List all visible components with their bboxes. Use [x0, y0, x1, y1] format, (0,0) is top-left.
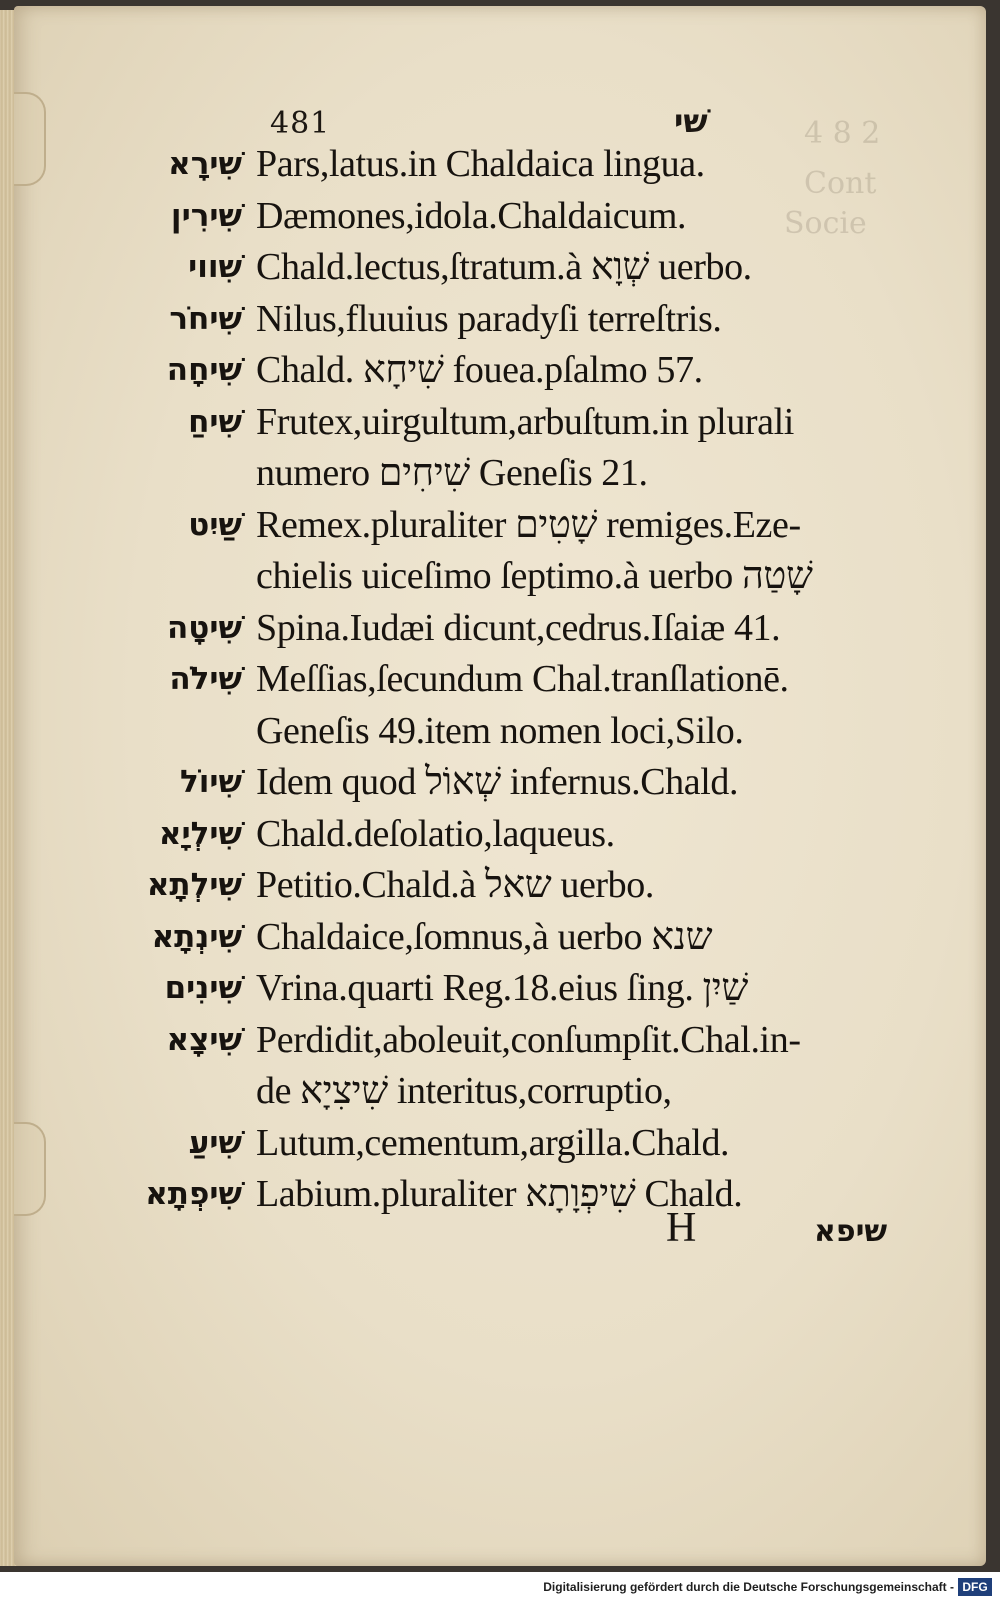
dictionary-entry: [14, 190, 986, 242]
latin-gloss: Frutex,uirgultum,arbuſtum.in plurali: [256, 401, 794, 443]
hebrew-headword: שִׁירִין: [170, 198, 242, 234]
hebrew-headword: שִׁיעַ: [188, 1125, 242, 1161]
dictionary-entry: [14, 859, 986, 911]
hebrew-headword: שִׁינִים: [164, 970, 242, 1006]
bleed-through: 4 8 2: [804, 116, 881, 151]
bleed-through: Cont: [804, 166, 877, 201]
latin-gloss: Meſſias,ſecundum Chal.tranſlationē.: [256, 658, 789, 700]
hebrew-headword: שִׁיחַ: [188, 404, 242, 440]
hebrew-headword: שִׁווי: [188, 249, 242, 285]
hebrew-headword: שִׁילְיָא: [158, 816, 242, 852]
latin-gloss: Chald. שִׁיחָא fouea.pſalmo 57.: [256, 349, 703, 391]
latin-gloss: Petitio.Chald.à שאל uerbo.: [256, 864, 654, 906]
gloss-continuation: chielis uiceſimo ſeptimo.à uerbo שָׁטַה: [256, 555, 813, 597]
dfg-logo: DFG: [958, 1578, 992, 1596]
dictionary-entry: [14, 1014, 986, 1066]
dictionary-entry: [14, 344, 986, 396]
page-number: 481: [270, 106, 331, 141]
signature-mark: H: [666, 1205, 697, 1251]
latin-gloss: Perdidit,aboleuit,conſumpſit.Chal.in-: [256, 1019, 801, 1061]
dictionary-entry: [14, 241, 986, 293]
dictionary-entry: [14, 499, 986, 551]
latin-gloss: Idem quod שְׁאוֹל infernus.Chald.: [256, 761, 739, 803]
hebrew-headword: שִׁיטָה: [167, 610, 242, 646]
dictionary-entry: [14, 962, 986, 1014]
gloss-continuation: de שִׁיצִיָא interitus,corruptio,: [256, 1070, 672, 1112]
hebrew-headword: שִׁיצָא: [166, 1022, 242, 1058]
dictionary-entry: [14, 756, 986, 808]
dictionary-entry: [14, 138, 986, 190]
dictionary-entry: [14, 396, 986, 448]
latin-gloss: Vrina.quarti Reg.18.eius ſing. שַׁיִן: [256, 967, 748, 1009]
hebrew-headword: שִׁיפְתָא: [145, 1176, 242, 1212]
latin-gloss: Remex.pluraliter שָׁטִים remiges.Eze-: [256, 504, 801, 546]
hebrew-headword: שִׁיחָה: [166, 352, 242, 388]
gloss-continuation: numero שִׁיחִים Geneſis 21.: [256, 452, 648, 494]
hebrew-headword: שִׁיוֹל: [179, 764, 242, 800]
dictionary-entry: [14, 808, 986, 860]
latin-gloss: Chaldaice,ſomnus,à uerbo שנא: [256, 916, 713, 958]
latin-gloss: Labium.pluraliter שִׁיפְוָתָא Chald.: [256, 1173, 743, 1215]
dictionary-entry: [14, 653, 986, 705]
gloss-continuation: Geneſis 49.item nomen loci,Silo.: [256, 710, 744, 752]
bleed-through: Socie: [784, 206, 867, 241]
catchword-row: [14, 1202, 986, 1254]
hebrew-headword: שִׁיחֹר: [169, 301, 242, 337]
hebrew-headword: שִׁילֹה: [169, 661, 242, 697]
hebrew-headword: שִׁינְתָא: [151, 919, 242, 955]
latin-gloss: Dæmones,idola.Chaldaicum.: [256, 195, 687, 237]
latin-gloss: Spina.Iudæi dicunt,cedrus.Iſaiæ 41.: [256, 607, 781, 649]
hebrew-headword: שַׁיִט: [188, 507, 242, 543]
hebrew-headword: שִׁילְתָא: [146, 867, 242, 903]
latin-gloss: Nilus,fluuius paradyſi terreſtris.: [256, 298, 722, 340]
book-page: [14, 6, 986, 1566]
hebrew-headword: שִׁירָא: [168, 146, 242, 182]
latin-gloss: Lutum,cementum,argilla.Chald.: [256, 1122, 730, 1164]
latin-gloss: Chald.deſolatio,laqueus.: [256, 813, 615, 855]
dictionary-entry: [14, 1117, 986, 1169]
dictionary-entry: [14, 602, 986, 654]
dictionary-entry: [14, 911, 986, 963]
dictionary-entry: [14, 293, 986, 345]
attribution-text: Digitalisierung gefördert durch die Deutsche Forschungsgemeinschaft -: [543, 1580, 954, 1594]
latin-gloss: Chald.lectus,ſtratum.à שְׁוָא uerbo.: [256, 246, 752, 288]
running-head: שׁי: [674, 102, 708, 140]
attribution-bar: [0, 1572, 1000, 1606]
catchword: שיפא: [814, 1214, 888, 1249]
latin-gloss: Pars,latus.in Chaldaica lingua.: [256, 143, 705, 185]
